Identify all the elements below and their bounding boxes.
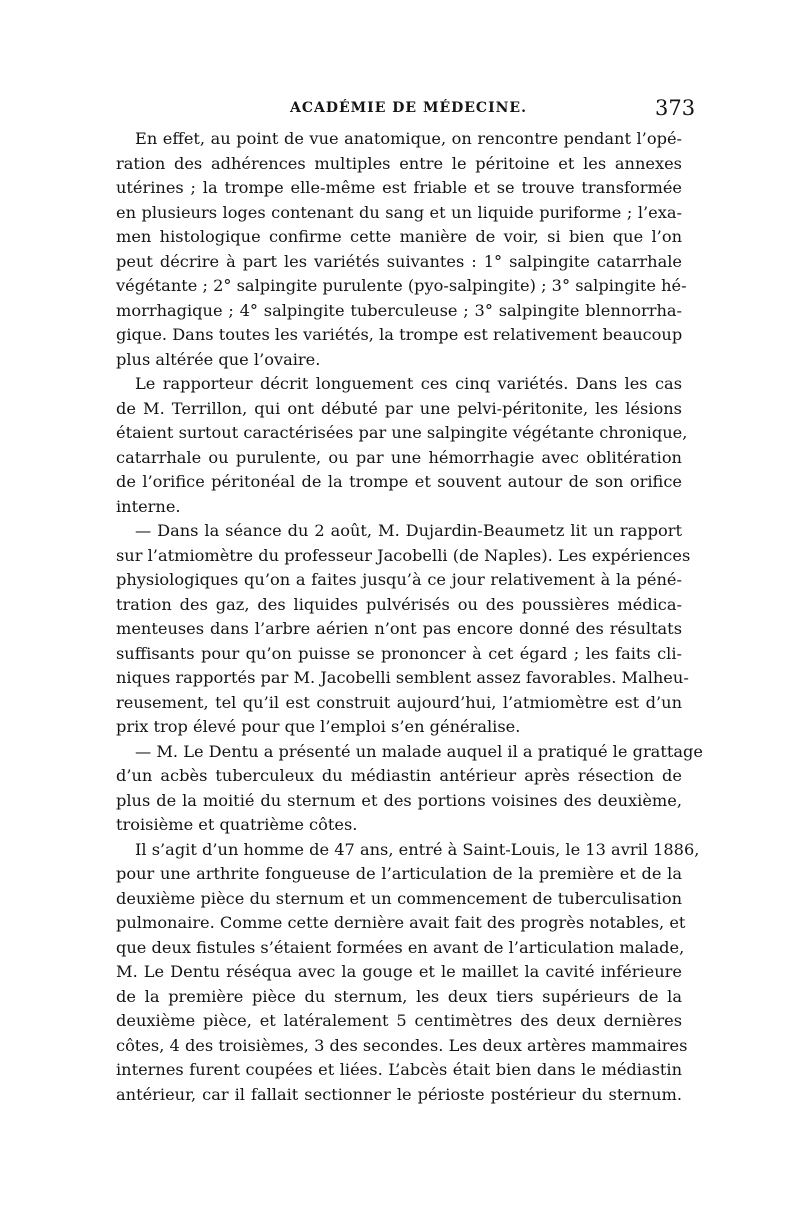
text-line: végétante ; 2° salpingite purulente (pyo-salpingite) ; 3° salpingite hé- <box>116 276 687 295</box>
text-line: d’un acbès tuberculeux du médiastin antérieur après résection de <box>116 766 682 785</box>
text-line: de la première pièce du sternum, les deux tiers supérieurs de la <box>116 986 682 1006</box>
text-line: plus altérée que l’ovaire. <box>116 349 321 369</box>
text-line: pulmonaire. Comme cette dernière avait fait des progrès notables, et <box>116 913 686 932</box>
text-line: côtes, 4 des troisièmes, 3 des secondes. Les deux artères mammaires <box>116 1035 688 1055</box>
text-line: de M. Terrillon, qui ont débuté par une pelvi-péritonite, les lésions <box>116 398 682 418</box>
text-line: — Dans la séance du 2 août, M. Dujardin-Beaumetz lit un rapport <box>135 521 682 540</box>
text-line: sur l’atmiomètre du professeur Jacobelli (de Naples). Les expériences <box>116 545 691 565</box>
text-line: menteuses dans l’arbre aérien n’ont pas encore donné des résultats <box>116 619 682 638</box>
text-line: catarrhale ou purulente, ou par une hémorrhagie avec oblitération <box>116 447 682 467</box>
text-line: prix trop élevé pour que l’emploi s’en généralise. <box>116 717 521 736</box>
text-line: que deux fistules s’étaient formées en avant de l’articulation malade, <box>116 937 685 957</box>
page-number: 373 <box>655 96 696 120</box>
text-line: tration des gaz, des liquides pulvérisés ou des poussières médica- <box>116 594 682 614</box>
text-line: peut décrire à part les variétés suivantes : 1° salpingite catarrhale <box>116 251 682 271</box>
text-line: Il s’agit d’un homme de 47 ans, entré à Saint-Louis, le 13 avril 1886, <box>135 839 700 859</box>
text-line: de l’orifice péritonéal de la trompe et souvent autour de son orifice <box>116 472 682 491</box>
text-line: reusement, tel qu’il est construit aujourd’hui, l’atmiomètre est d’un <box>116 692 682 712</box>
text-line: Le rapporteur décrit longuement ces cinq variétés. Dans les cas <box>135 374 682 393</box>
text-line: morrhagique ; 4° salpingite tuberculeuse ; 3° salpingite blennorrha- <box>116 300 682 320</box>
text-line: niques rapportés par M. Jacobelli semblent assez favorables. Malheu- <box>116 668 689 687</box>
text-line: pour une arthrite fongueuse de l’articulation de la première et de la <box>116 864 682 883</box>
text-line: plus de la moitié du sternum et des portions voisines des deuxième, <box>116 790 682 810</box>
text-line: troisième et quatrième côtes. <box>116 815 358 834</box>
text-line: deuxième pièce du sternum et un commencement de tuberculisation <box>116 888 682 908</box>
text-line: deuxième pièce, et latéralement 5 centimètres des deux dernières <box>116 1011 682 1030</box>
text-line: en plusieurs loges contenant du sang et un liquide puriforme ; l’exa- <box>116 202 682 222</box>
text-line: M. Le Dentu réséqua avec la gouge et le maillet la cavité inférieure <box>116 962 682 981</box>
running-head: ACADÉMIE DE MÉDECINE. <box>290 100 527 116</box>
text-line: — M. Le Dentu a présenté un malade auquel il a pratiqué le grattage <box>135 741 703 761</box>
text-line: internes furent coupées et liées. L’abcès était bien dans le médiastin <box>116 1060 682 1079</box>
text-line: En effet, au point de vue anatomique, on rencontre pendant l’opé- <box>135 129 682 148</box>
text-line: antérieur, car il fallait sectionner le périoste postérieur du sternum. <box>116 1084 682 1104</box>
text-line: interne. <box>116 496 181 516</box>
text-line: utérines ; la trompe elle-même est friable et se trouve transformée <box>116 178 682 197</box>
text-line: étaient surtout caractérisées par une salpingite végétante chronique, <box>116 423 688 442</box>
body-text <box>116 127 703 1107</box>
text-line: physiologiques qu’on a faites jusqu’à ce jour relativement à la péné- <box>116 570 682 589</box>
text-line: suffisants pour qu’on puisse se prononcer à cet égard ; les faits cli- <box>116 643 682 663</box>
text-line: gique. Dans toutes les variétés, la trompe est relativement beaucoup <box>116 325 683 344</box>
text-line: men histologique confirme cette manière de voir, si bien que l’on <box>116 227 682 246</box>
text-line: ration des adhérences multiples entre le péritoine et les annexes <box>116 153 682 173</box>
